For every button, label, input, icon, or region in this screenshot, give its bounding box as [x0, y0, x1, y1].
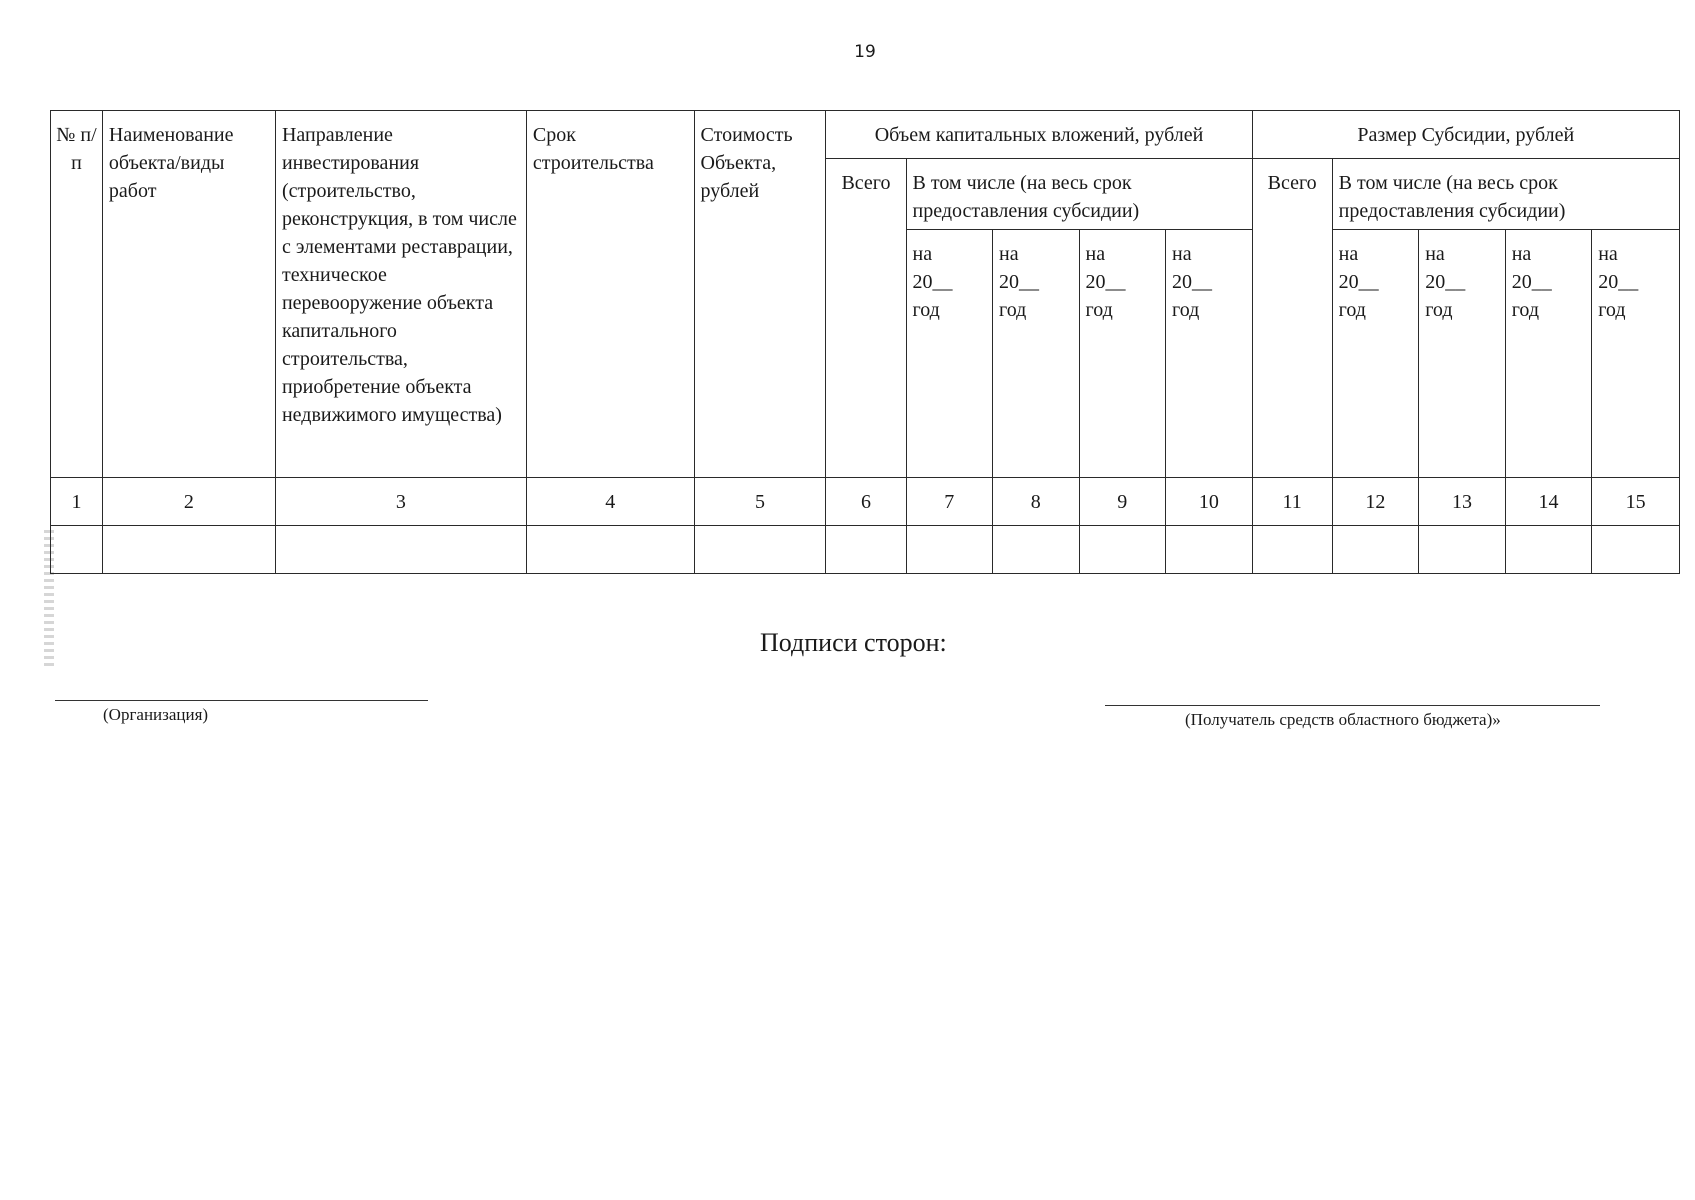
table-cell[interactable] [1505, 526, 1592, 574]
column-number: 1 [51, 478, 103, 526]
empty-data-row [51, 526, 1680, 574]
header-object-name: Наименование объекта/виды работ [102, 111, 275, 478]
left-signature-line[interactable] [55, 700, 428, 701]
header-subsidy-year-4: на 20__ год [1592, 230, 1680, 478]
header-row-1 [51, 111, 1680, 159]
column-number: 11 [1252, 478, 1332, 526]
table-cell[interactable] [1592, 526, 1680, 574]
column-number: 9 [1079, 478, 1166, 526]
header-capital-year-2: на 20__ год [993, 230, 1080, 478]
table-cell[interactable] [102, 526, 275, 574]
header-subsidy-total: Всего [1252, 159, 1332, 478]
column-number: 8 [993, 478, 1080, 526]
signatures-title: Подписи сторон: [760, 628, 947, 657]
header-subsidy-year-3: на 20__ год [1505, 230, 1592, 478]
header-investment-direction: Направление инвестирования (строительство, реконструкция, в том числе с элементами реставрации, техническое перевооружение объекта капитального строительства, приобретение объекта недвижимого имущества) [275, 111, 526, 478]
table-cell[interactable] [1166, 526, 1253, 574]
column-number: 10 [1166, 478, 1253, 526]
header-subsidy-year-1: на 20__ год [1332, 230, 1419, 478]
header-subsidy-year-2: на 20__ год [1419, 230, 1506, 478]
table-cell[interactable] [526, 526, 694, 574]
header-capital-year-3: на 20__ год [1079, 230, 1166, 478]
column-number: 3 [275, 478, 526, 526]
column-number-row [51, 478, 1680, 526]
table-cell[interactable] [1419, 526, 1506, 574]
header-capital-investment: Объем капитальных вложений, рублей [826, 111, 1252, 159]
header-capital-year-1: на 20__ год [906, 230, 993, 478]
column-number: 4 [526, 478, 694, 526]
header-construction-period: Срок строительства [526, 111, 694, 478]
page-number: 19 [854, 42, 876, 62]
column-number: 6 [826, 478, 906, 526]
column-number: 15 [1592, 478, 1680, 526]
table-cell[interactable] [1079, 526, 1166, 574]
header-capital-including: В том числе (на весь срок предоставления субсидии) [906, 159, 1252, 230]
table-cell[interactable] [1332, 526, 1419, 574]
column-number: 14 [1505, 478, 1592, 526]
column-number: 7 [906, 478, 993, 526]
header-subsidy-amount: Размер Субсидии, рублей [1252, 111, 1679, 159]
header-number: № п/п [51, 111, 103, 478]
left-signature-caption: (Организация) [103, 705, 209, 724]
table-cell[interactable] [826, 526, 906, 574]
column-number: 13 [1419, 478, 1506, 526]
column-number: 12 [1332, 478, 1419, 526]
header-subsidy-including: В том числе (на весь срок предоставления субсидии) [1332, 159, 1679, 230]
right-signature-line[interactable] [1105, 705, 1600, 706]
header-object-cost: Стоимость Объекта, рублей [694, 111, 826, 478]
table-cell[interactable] [1252, 526, 1332, 574]
table-cell[interactable] [275, 526, 526, 574]
column-number: 5 [694, 478, 826, 526]
header-capital-year-4: на 20__ год [1166, 230, 1253, 478]
table-cell[interactable] [993, 526, 1080, 574]
subsidy-table [50, 110, 1680, 574]
table-cell[interactable] [694, 526, 826, 574]
header-capital-total: Всего [826, 159, 906, 478]
table-cell[interactable] [906, 526, 993, 574]
column-number: 2 [102, 478, 275, 526]
table-cell[interactable] [51, 526, 103, 574]
right-signature-caption: (Получатель средств областного бюджета)» [1185, 710, 1501, 729]
